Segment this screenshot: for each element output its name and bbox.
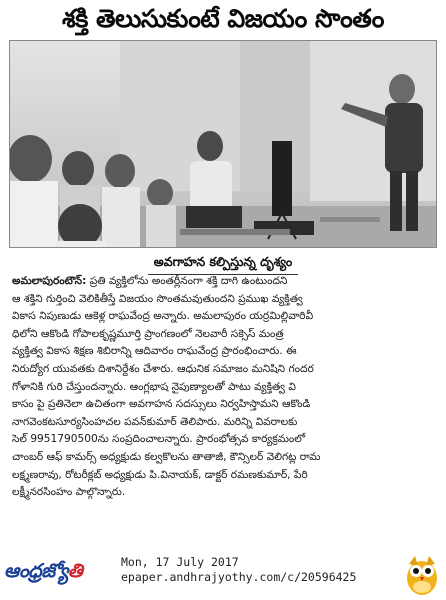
edition-meta <box>121 555 356 585</box>
owl-mascot-icon <box>404 552 440 596</box>
footer <box>0 540 446 600</box>
article-line: ధిలోని ఆకొండి గోపాలకృష్ణమూర్తి ప్రాంగణంలో నెలవారీ సక్సెస్ మంత్ర <box>12 327 284 340</box>
article-line: కాసం పై ప్రతినెలా ఉచితంగా అవగాహన సదస్సులు నిర్వహిస్తామని ఆకొండి <box>12 398 311 411</box>
caption-container <box>0 251 446 271</box>
article-line: లక్ష్మణరావు, రోటరీక్లబ్ అధ్యక్షుడు పి.వినాయక్, డాక్టర్ రమణకుమార్, పేరి <box>12 468 308 481</box>
article-line-text: ప్రతి వ్యక్తిలోను అంతర్లీనంగా శక్తి దాగి ఉంటుందని <box>86 275 288 287</box>
article-line: వ్యక్తిత్వ వికాస శిక్షణ శిబిరాన్ని ఆదివారం రాఘవేంద్ర ప్రారంభించారు. ఈ <box>12 345 297 358</box>
article-line: సెల్ 9951790500ను సంప్రదించాలన్నారు. ప్రారంభోత్సవ కార్యక్రమంలో <box>12 433 306 446</box>
epaper-link[interactable]: epaper.andhrajyothy.com/c/20596425 <box>121 570 357 584</box>
article-line: నాగవెంకటసూర్యసింహచల పవన్‌కుమార్ తెలిపారు. మరిన్ని వివరాలకు <box>12 415 298 428</box>
brand-logo <box>4 560 82 586</box>
news-photo <box>9 40 437 248</box>
article-line: చాంబర్ ఆఫ్ కామర్స్ అధ్యక్షుడు కల్వకొలను తాతాజీ, కౌన్సిలర్ వెలిగట్ల రామ <box>12 450 321 463</box>
brand-logo-text: ఆంధ్రజ్యో <box>4 560 68 582</box>
article-line: గోళానికి గురి చేస్తుందన్నారు. ఆంగ్లభాష నైపుణ్యాలతో పాటు వ్యక్తిత్వ వి <box>12 380 296 393</box>
brand-logo-accent: తి <box>67 560 83 582</box>
dateline: అమలాపురంటౌన్: <box>12 275 87 287</box>
article-body <box>12 273 436 502</box>
article-line: ఆ శక్తిని గుర్తించి వెలికితీస్తే విజయం సొంతమవుతుందని ప్రముఖ వ్యక్తిత్వ <box>12 292 303 305</box>
article-line: లక్ష్మీనరసింహం పాల్గొన్నారు. <box>12 486 126 499</box>
headline: శక్తి తెలుసుకుంటే విజయం సొంతం <box>62 4 384 33</box>
edition-date: Mon, 17 July 2017 <box>121 555 239 569</box>
article-line: నిరుద్యోగ యువతకు దిశానిర్దేశం చేశారు. ఆధునిక సమాజం మనిషిని గందర <box>12 362 314 375</box>
photo-caption: అవగాహన కల్పిస్తున్న దృశ్యం <box>148 253 298 275</box>
article-line <box>12 273 436 291</box>
article-line: వికాస నిపుణుడు ఆకెళ్ల రాఘవేంద్ర అన్నారు. అమలాపురం యర్రమిల్లివారివీ <box>12 310 314 323</box>
